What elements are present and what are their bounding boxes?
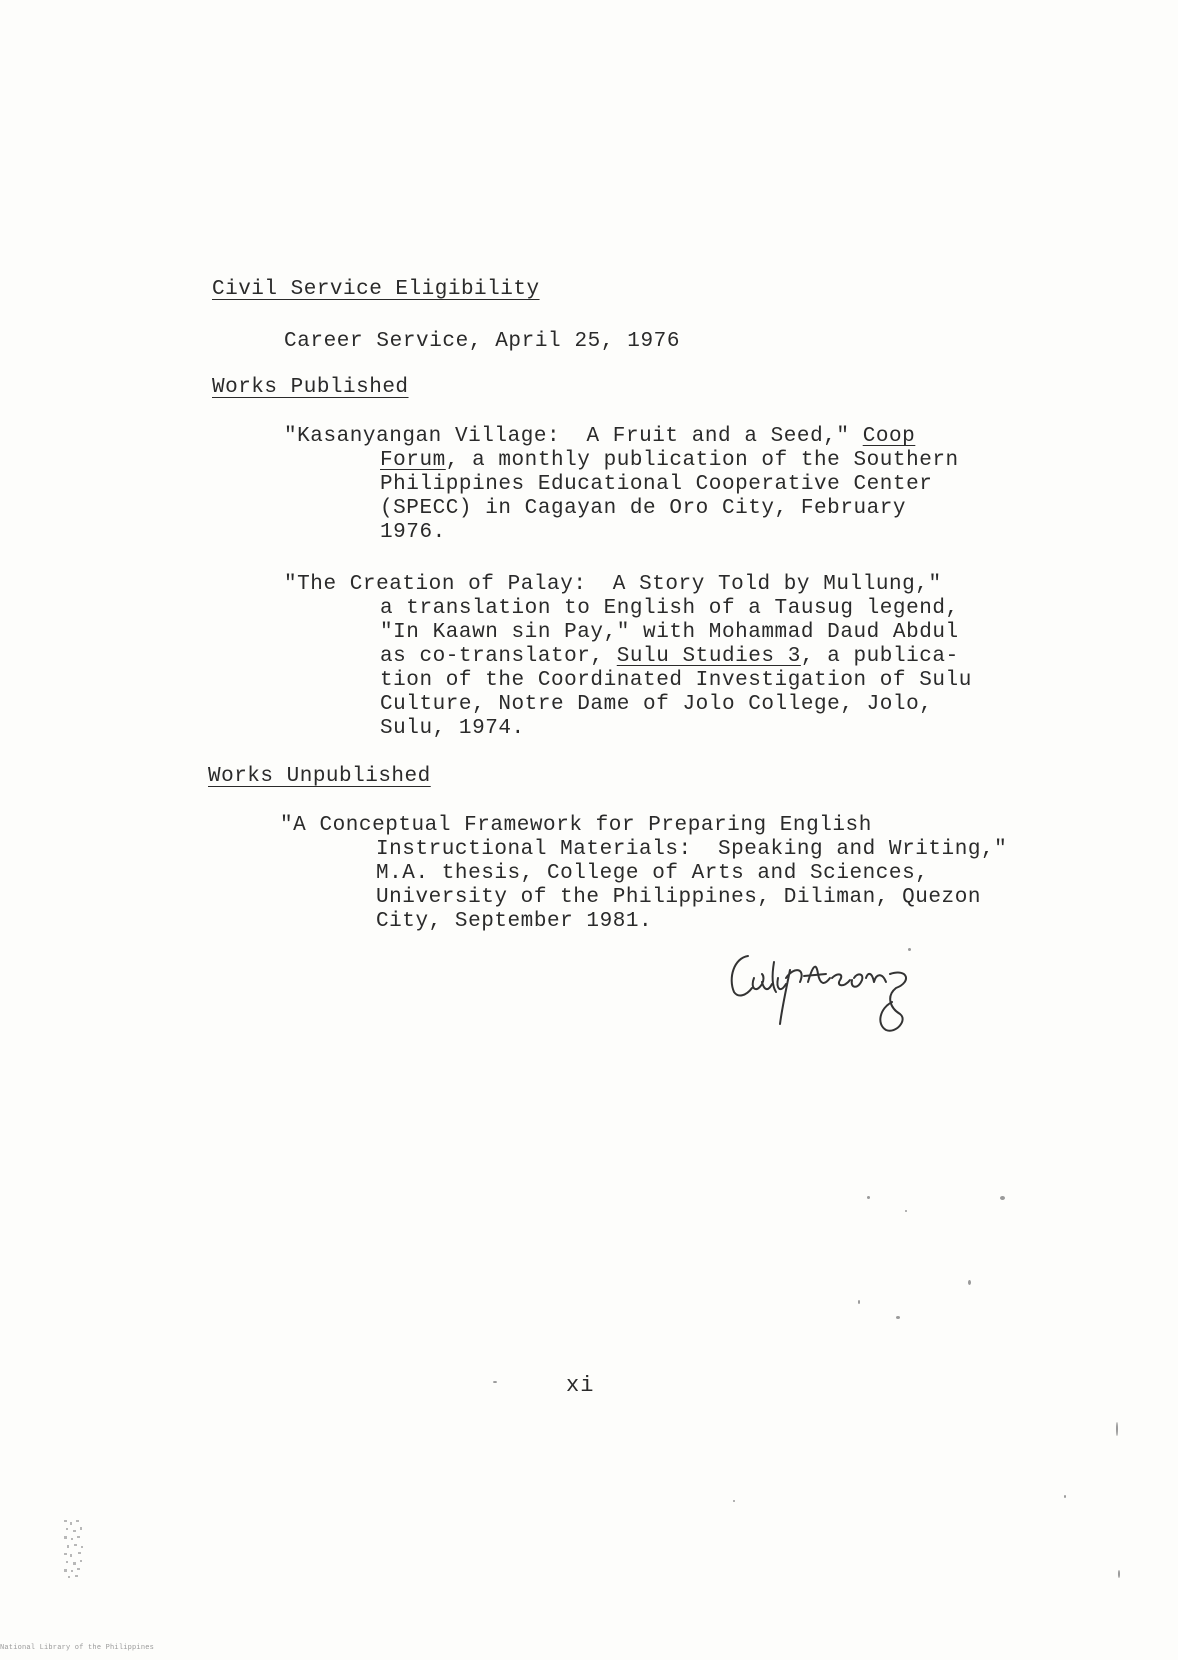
published-entry-1-text: "Kasanyangan Village: A Fruit and a Seed,": [284, 425, 863, 448]
published-entry-1-journal-title-cont: Forum: [380, 449, 446, 472]
published-entry-2-line-2: a translation to English of a Tausug legend,: [380, 597, 959, 620]
scan-speck: [1064, 1495, 1066, 1498]
unpublished-entry-1-line-5: City, September 1981.: [376, 910, 653, 933]
unpublished-entry-1-line-3: M.A. thesis, College of Arts and Sciences,: [376, 862, 929, 885]
signature-stroke-g: [880, 973, 906, 1031]
published-entry-1-line-5: 1976.: [380, 521, 446, 544]
published-entry-1-line-1: [284, 425, 959, 449]
signature-stroke-f: [780, 970, 802, 1024]
works-unpublished-heading: Works Unpublished: [208, 765, 431, 788]
works-published-heading: Works Published: [212, 376, 409, 399]
scan-speck: [493, 1381, 497, 1383]
published-entry-1-line-4: (SPECC) in Cagayan de Oro City, February: [380, 497, 907, 520]
published-entry-2-journal-title: Sulu Studies 3: [616, 645, 801, 668]
published-entry-1: [284, 425, 959, 545]
published-entry-2: [284, 573, 972, 741]
scan-speck: [896, 1316, 900, 1319]
page-number: xi: [566, 1373, 595, 1398]
signature-stroke-l: [773, 962, 786, 992]
unpublished-entry-1-line-1: "A Conceptual Framework for Preparing English: [280, 814, 872, 837]
unpublished-entry-1-line-2: Instructional Materials: Speaking and Writing,": [376, 838, 1008, 861]
scan-speck: [905, 1210, 907, 1212]
scan-speck: [858, 1300, 860, 1304]
published-entry-2-line-6: Culture, Notre Dame of Jolo College, Jolo,: [380, 693, 933, 716]
signature: [720, 938, 950, 1058]
published-entry-2-line-3: "In Kaawn sin Pay," with Mohammad Daud Abdul: [380, 621, 959, 644]
published-entry-1-line-2-text: , a monthly publication of the Southern: [445, 449, 959, 472]
signature-stroke-c: [732, 956, 752, 995]
civil-service-entry: Career Service, April 25, 1976: [284, 330, 681, 353]
published-entry-1-line-2: [284, 449, 959, 473]
published-entry-2-line-4-rest: , a publica-: [800, 645, 959, 668]
published-entry-2-line-4-pre: as co-translator,: [380, 645, 617, 668]
archive-stamp-mark: [62, 1518, 86, 1580]
unpublished-entry-1-line-4: University of the Philippines, Diliman, Quezon: [376, 886, 981, 909]
scan-speck: [1116, 1422, 1118, 1436]
published-entry-1-journal-title: Coop: [862, 425, 916, 448]
scan-speck: [1118, 1570, 1120, 1578]
scan-speck: [733, 1500, 735, 1502]
footer-archive-text: National Library of the Philippines: [0, 1644, 155, 1652]
published-entry-2-line-5: tion of the Coordinated Investigation of Sulu: [380, 669, 972, 692]
unpublished-entry-1: [280, 814, 1007, 934]
scan-speck: [908, 948, 911, 951]
published-entry-2-line-4: [284, 645, 972, 669]
signature-stroke-n: [866, 974, 886, 982]
published-entry-1-line-3: Philippines Educational Cooperative Center: [380, 473, 933, 496]
signature-stroke-a: [753, 974, 772, 989]
scan-speck: [1000, 1196, 1005, 1200]
civil-service-heading: Civil Service Eligibility: [212, 278, 540, 301]
scan-speck: [867, 1196, 870, 1199]
signature-stroke-cross: [804, 974, 826, 976]
signature-stroke-o: [852, 974, 863, 986]
published-entry-2-line-7: Sulu, 1974.: [380, 717, 525, 740]
signature-stroke-s: [832, 974, 850, 985]
scan-speck: [968, 1280, 971, 1285]
published-entry-2-line-1: "The Creation of Palay: A Story Told by Mullung,": [284, 573, 942, 596]
